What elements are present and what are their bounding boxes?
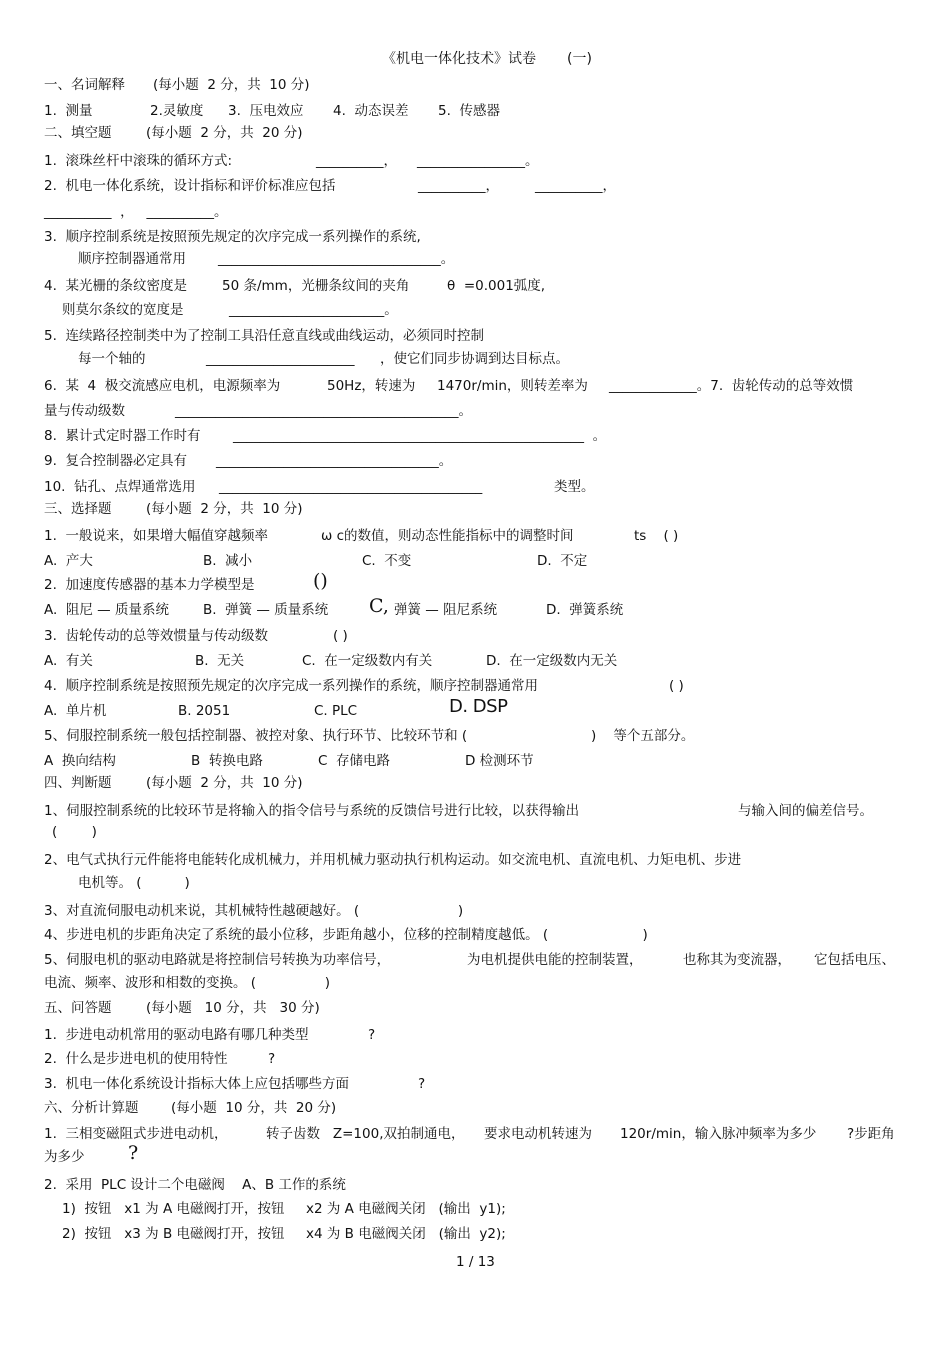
choice-option: A. 有关 — [44, 653, 93, 669]
exam-title: 《机电一体化技术》试卷 — [382, 51, 536, 67]
question-text: ? — [418, 1076, 426, 1092]
choice-option: A 换向结构 — [44, 753, 116, 769]
question-text: 与输入间的偏差信号。 — [738, 803, 873, 819]
question-text: 1. 一般说来，如果增大幅值穿越频率 — [44, 528, 268, 544]
question-text: θ =0.001弧度, — [447, 278, 546, 294]
answer-blank: __________， — [535, 178, 616, 194]
question-text: 4. 顺序控制系统是按照预先规定的次序完成一系列操作的系统，顺序控制器通常用 — [44, 678, 538, 694]
question-text: 1、伺服控制系统的比较环节是将输入的指令信号与系统的反馈信号进行比较，以获得输出 — [44, 803, 580, 819]
question-text: 为多少 — [44, 1149, 85, 1165]
question-text: 电流、频率、波形和相数的变换。 ( ) — [44, 975, 330, 991]
page-number: 1 / 13 — [456, 1254, 495, 1270]
answer-blank: _______________________。 — [229, 302, 398, 318]
question-text: ? — [268, 1051, 276, 1067]
question-text: 1. 测量 — [44, 103, 93, 119]
section-score: (每小题 2 分，共 10 分) — [146, 501, 303, 517]
choice-option: B. 无关 — [195, 653, 245, 669]
question-text: 50Hz，转速为 — [327, 378, 416, 394]
answer-blank: ______________________ — [206, 351, 355, 367]
question-text: 5. 传感器 — [438, 103, 500, 119]
section-heading-calculation: 六、分析计算题 — [44, 1100, 139, 1116]
question-text: 3. 机电一体化系统设计指标大体上应包括哪些方面 — [44, 1076, 349, 1092]
answer-blank: _____________。7. 齿轮传动的总等效惯 — [609, 378, 854, 394]
question-text: 9. 复合控制器必定具有 — [44, 453, 187, 469]
answer-paren: ( ) — [333, 628, 348, 644]
question-text: 4. 某光栅的条纹密度是 — [44, 278, 187, 294]
question-text: ) 等个五部分。 — [591, 728, 695, 744]
question-text: 10. 钻孔、点焊通常选用 — [44, 479, 196, 495]
question-text: 4、步进电机的步距角决定了系统的最小位移，步距角越小，位移的控制精度越低。 ( ) — [44, 927, 648, 943]
choice-option: B 转换电路 — [191, 753, 263, 769]
answer-blank: _________________________________。 — [216, 453, 453, 469]
answer-blank: _________________________________。 — [218, 251, 455, 267]
question-text: 类型。 — [554, 479, 595, 495]
question-text: 50 条/mm，光栅条纹间的夹角 — [222, 278, 410, 294]
choice-option: D 检测环节 — [465, 753, 534, 769]
question-text: 2.灵敏度 — [150, 103, 204, 119]
question-text: 3. 齿轮传动的总等效惯量与传动级数 — [44, 628, 268, 644]
question-text: 6. 某 4 极交流感应电机，电源频率为 — [44, 378, 281, 394]
question-text: 2. 什么是步进电机的使用特性 — [44, 1051, 228, 1067]
section-score: (每小题 2 分，共 10 分) — [146, 775, 303, 791]
choice-option: B. 2051 — [178, 703, 231, 719]
question-text: 顺序控制器通常用 — [78, 251, 186, 267]
question-text: 120r/min，输入脉冲频率为多少 — [620, 1126, 817, 1142]
question-text: 5、伺服电机的驱动电路就是将控制信号转换为功率信号， — [44, 952, 391, 968]
question-text: 它包括电压、 — [814, 952, 895, 968]
section-score: (每小题 2 分，共 10 分) — [153, 77, 310, 93]
question-text: 1) 按钮 x1 为 A 电磁阀打开，按钮 x2 为 A 电磁阀关闭 (输出 y1); — [62, 1201, 506, 1217]
handwritten-parentheses: () — [313, 570, 328, 592]
question-text: ts ( ) — [634, 528, 679, 544]
exam-title-number: (一) — [567, 51, 592, 67]
choice-option: A. 产大 — [44, 553, 93, 569]
answer-blank: __________， — [316, 153, 397, 169]
choice-option: D. DSP — [449, 696, 508, 717]
question-text: 2. 加速度传感器的基本力学模型是 — [44, 577, 255, 593]
choice-option: D. 弹簧系统 — [546, 602, 624, 618]
question-text: 3. 压电效应 — [228, 103, 304, 119]
question-text: 8. 累计式定时器工作时有 — [44, 428, 201, 444]
section-heading-multiple-choice: 三、选择题 — [44, 501, 112, 517]
question-text: 量与传动级数 — [44, 403, 125, 419]
section-heading-true-false: 四、判断题 — [44, 775, 112, 791]
choice-option: D. 在一定级数内无关 — [486, 653, 618, 669]
section-score: (每小题 10 分，共 30 分) — [146, 1000, 320, 1016]
choice-option: C. 在一定级数内有关 — [302, 653, 433, 669]
question-text: 2. 机电一体化系统，设计指标和评价标准应包括 — [44, 178, 336, 194]
choice-option: C 存储电路 — [318, 753, 391, 769]
question-text: ? — [368, 1027, 376, 1043]
choice-option: B. 弹簧 — 质量系统 — [203, 602, 329, 618]
question-text: ?步距角 — [847, 1126, 895, 1142]
question-text: 也称其为变流器， — [683, 952, 791, 968]
question-text: 要求电动机转速为 — [484, 1126, 592, 1142]
answer-blank: _______________________________________ — [219, 479, 483, 495]
question-text: 每一个轴的 — [78, 351, 146, 367]
handwritten-question-mark: ? — [128, 1142, 139, 1164]
section-heading-short-answer: 五、问答题 — [44, 1000, 112, 1016]
answer-blank: __________________________________________。 — [175, 403, 472, 419]
section-score: (每小题 2 分，共 20 分) — [146, 125, 303, 141]
question-text: 转子齿数 Z=100,双拍制通电， — [266, 1126, 465, 1142]
answer-paren: ( ) — [52, 824, 97, 840]
answer-paren: ( ) — [669, 678, 684, 694]
question-text: 2. 采用 PLC 设计二个电磁阀 A、B 工作的系统 — [44, 1177, 346, 1193]
question-text: 4. 动态误差 — [333, 103, 409, 119]
answer-blank: ____________________________________________________ 。 — [233, 428, 607, 444]
question-text: ，使它们同步协调到达目标点。 — [380, 351, 569, 367]
question-text: 2、电气式执行元件能将电能转化成机械力，并用机械力驱动执行机构运动。如交流电机、直流电机、力矩电机、步进 — [44, 852, 742, 868]
choice-option: A. 单片机 — [44, 703, 107, 719]
question-text: 3. 顺序控制系统是按照预先规定的次序完成一系列操作的系统, — [44, 229, 421, 245]
answer-blank: __________， — [418, 178, 499, 194]
question-text: 1470r/min，则转差率为 — [437, 378, 588, 394]
question-text: 为电机提供电能的控制装置， — [467, 952, 643, 968]
section-score: (每小题 10 分，共 20 分) — [171, 1100, 337, 1116]
question-text: 3、对直流伺服电动机来说，其机械特性越硬越好。 ( ) — [44, 903, 464, 919]
question-text: 2) 按钮 x3 为 B 电磁阀打开，按钮 x4 为 B 电磁阀关闭 (输出 y2); — [62, 1226, 506, 1242]
question-text: 1. 步进电动机常用的驱动电路有哪几种类型 — [44, 1027, 309, 1043]
choice-option: D. 不定 — [537, 553, 588, 569]
question-text: 则莫尔条纹的宽度是 — [62, 302, 184, 318]
question-text: 1. 滚珠丝杆中滚珠的循环方式: — [44, 153, 233, 169]
question-text: 1. 三相变磁阻式步进电动机， — [44, 1126, 228, 1142]
question-text: 5、伺服控制系统一般包括控制器、被控对象、执行环节、比较环节和 ( — [44, 728, 468, 744]
section-heading-definitions: 一、名词解释 — [44, 77, 125, 93]
choice-option: C. 不变 — [362, 553, 412, 569]
question-text: 5. 连续路径控制类中为了控制工具沿任意直线或曲线运动，必须同时控制 — [44, 328, 484, 344]
section-heading-fill-blank: 二、填空题 — [44, 125, 112, 141]
choice-option: B. 减小 — [203, 553, 253, 569]
choice-option: 弹簧 — 阻尼系统 — [394, 602, 498, 618]
choice-option: C. PLC — [314, 703, 358, 719]
question-text: ω c的数值，则动态性能指标中的调整时间 — [321, 528, 574, 544]
choice-option: A. 阻尼 — 质量系统 — [44, 602, 169, 618]
answer-blank: ________________。 — [417, 153, 539, 169]
question-text: 电机等。 ( ) — [78, 875, 190, 891]
answer-blank: __________ ， __________。 — [44, 204, 228, 220]
handwritten-option-letter: C, — [369, 595, 389, 617]
